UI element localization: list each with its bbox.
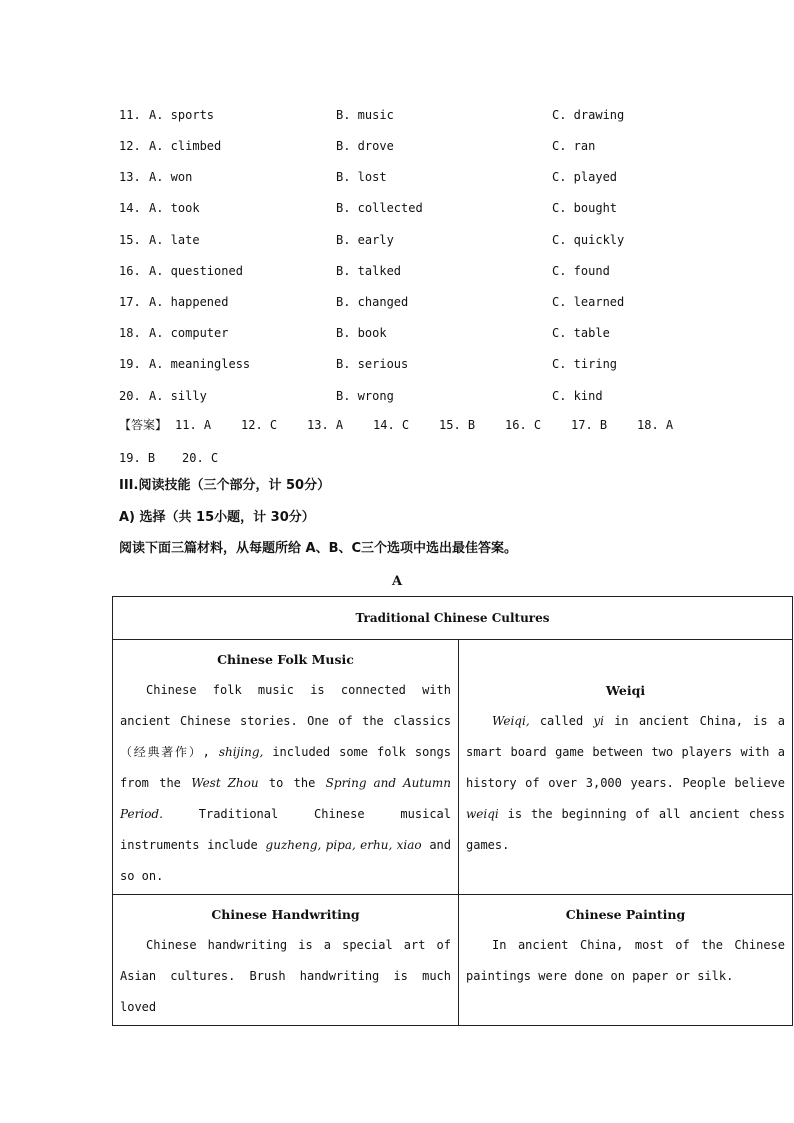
subsection-title: A) 选择（共 15小题，计 30分） xyxy=(119,510,315,525)
option-b: B. early xyxy=(336,233,394,247)
option-b: B. collected xyxy=(336,201,423,215)
folk-music-heading: Chinese Folk Music xyxy=(217,652,354,667)
table-title: Traditional Chinese Cultures xyxy=(113,597,793,640)
handwriting-cell xyxy=(113,895,459,1026)
question-number: 19. xyxy=(119,357,141,371)
option-c: C. learned xyxy=(552,295,625,309)
answer-item: 20. C xyxy=(182,451,219,465)
question-number: 20. xyxy=(119,389,141,403)
question-row xyxy=(119,136,679,156)
passage-label: A xyxy=(391,574,403,589)
question-row xyxy=(119,323,679,343)
question-row xyxy=(119,105,679,125)
instruction-text: 阅读下面三篇材料，从每题所给 A、B、C三个选项中选出最佳答案。 xyxy=(119,541,518,556)
option-b: B. drove xyxy=(336,139,394,153)
option-a: A. climbed xyxy=(149,139,222,153)
answer-item: 17. B xyxy=(571,418,608,432)
question-number: 16. xyxy=(119,264,141,278)
option-a: A. silly xyxy=(149,389,207,403)
answer-item: 18. A xyxy=(637,418,674,432)
option-b: B. talked xyxy=(336,264,402,278)
handwriting-text: Chinese handwriting is a special art of Asian cultures. Brush handwriting is much loved xyxy=(120,938,451,1014)
option-c: C. drawing xyxy=(552,108,625,122)
option-c: C. tiring xyxy=(552,357,618,371)
answer-item: 15. B xyxy=(439,418,476,432)
table-row xyxy=(113,640,793,895)
question-number: 12. xyxy=(119,139,141,153)
option-c: C. table xyxy=(552,326,610,340)
answer-item: 14. C xyxy=(373,418,410,432)
option-c: C. found xyxy=(552,264,610,278)
question-row xyxy=(119,198,679,218)
option-c: C. quickly xyxy=(552,233,625,247)
option-b: B. serious xyxy=(336,357,409,371)
question-number: 11. xyxy=(119,108,141,122)
painting-cell xyxy=(459,895,793,1026)
weiqi-heading: Weiqi xyxy=(605,683,646,698)
question-row xyxy=(119,261,679,281)
section-title: III.阅读技能（三个部分，计 50分） xyxy=(119,478,331,493)
option-a: A. won xyxy=(149,170,193,184)
table-row xyxy=(113,895,793,1026)
answer-item: 19. B xyxy=(119,451,156,465)
question-row xyxy=(119,167,679,187)
option-a: A. questioned xyxy=(149,264,243,278)
weiqi-text: Weiqi, called yi in ancient China, is a smart board game between two players with a history of over 3,000 years. People believe weiqi is the beginning of all ancient chess games. xyxy=(466,714,785,852)
option-b: B. changed xyxy=(336,295,409,309)
answer-item: 16. C xyxy=(505,418,542,432)
option-a: A. late xyxy=(149,233,200,247)
question-row xyxy=(119,230,679,250)
folk-music-cell xyxy=(113,640,459,895)
question-row xyxy=(119,354,679,374)
answer-item: 13. A xyxy=(307,418,344,432)
answer-key-line1 xyxy=(119,415,679,435)
option-a: A. happened xyxy=(149,295,229,309)
option-c: C. ran xyxy=(552,139,596,153)
answer-label: 【答案】 xyxy=(119,418,168,432)
question-number: 14. xyxy=(119,201,141,215)
option-a: A. sports xyxy=(149,108,215,122)
question-number: 18. xyxy=(119,326,141,340)
option-c: C. bought xyxy=(552,201,618,215)
question-number: 17. xyxy=(119,295,141,309)
option-a: A. computer xyxy=(149,326,229,340)
question-number: 15. xyxy=(119,233,141,247)
option-b: B. lost xyxy=(336,170,387,184)
option-b: B. music xyxy=(336,108,394,122)
option-b: B. book xyxy=(336,326,387,340)
painting-text: In ancient China, most of the Chinese paintings were done on paper or silk. xyxy=(466,938,785,983)
option-a: A. took xyxy=(149,201,200,215)
answer-item: 11. A xyxy=(175,418,212,432)
option-c: C. kind xyxy=(552,389,603,403)
question-number: 13. xyxy=(119,170,141,184)
handwriting-heading: Chinese Handwriting xyxy=(211,907,360,922)
question-row xyxy=(119,386,679,406)
option-b: B. wrong xyxy=(336,389,394,403)
painting-heading: Chinese Painting xyxy=(565,907,686,922)
option-a: A. meaningless xyxy=(149,357,251,371)
option-c: C. played xyxy=(552,170,618,184)
culture-table xyxy=(112,596,793,1026)
weiqi-cell xyxy=(459,640,793,895)
answer-item: 12. C xyxy=(241,418,278,432)
question-row xyxy=(119,292,679,312)
folk-music-text: Chinese folk music is connected with ancient Chinese stories. One of the classics（经典著作）, shijing, included some folk songs from the West Zhou to the Spring and Autumn Period. Traditional Chinese musical instruments include guzheng, pipa, erhu, xiao and so on. xyxy=(120,683,452,883)
answer-key-line2 xyxy=(119,448,319,468)
